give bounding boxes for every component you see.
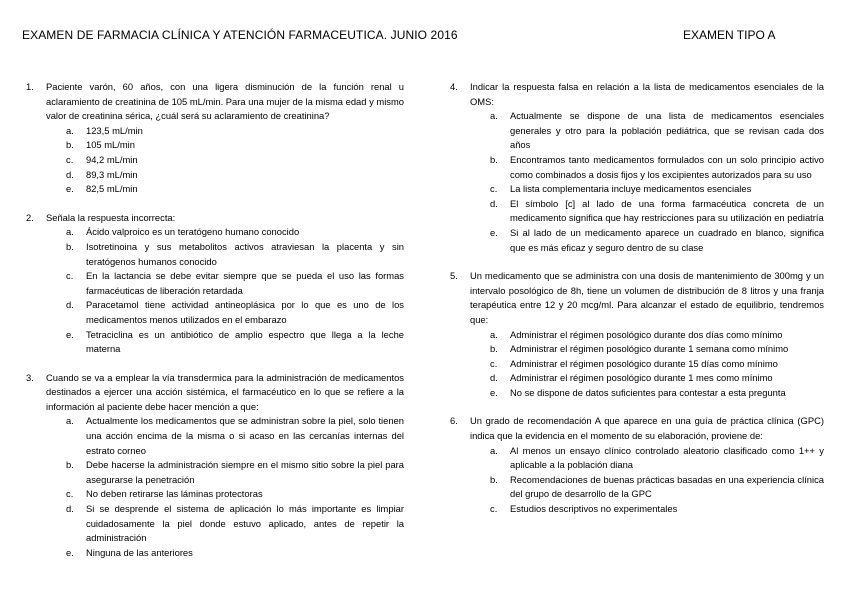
option-letter: a. [490,444,498,456]
option-item [66,458,404,487]
option-letter: a. [66,226,74,238]
option-letter: d. [66,503,74,515]
option-item [66,269,404,298]
option-letter: c. [490,503,498,515]
option-letter: d. [490,197,498,209]
option-item [66,225,404,240]
question-number: 3. [26,371,34,383]
option-list [470,109,824,255]
option-text: 105 mL/min [86,139,135,151]
option-item [490,357,824,372]
option-letter: c. [66,153,74,165]
question-number: 4. [450,81,458,92]
option-letter: b. [490,343,498,355]
option-text: Administrar el régimen posológico durante dos días como mínimo [510,328,783,340]
option-letter: b. [66,139,74,151]
option-text: En la lactancia se debe evitar siempre que se pueda el uso las formas farmacéuticas de liberación retardada [86,270,404,296]
option-text: Estudios descriptivos no experimentales [510,503,678,515]
option-letter: e. [66,328,74,340]
option-text: Debe hacerse la administración siempre en el mismo sitio sobre la piel para asegurarse la penetración [86,459,404,485]
question-text: Un medicamento que se administra con una dosis de mantenimiento de 300mg y un intervalo posológico de 8h, tiene un volumen de distribución de 8 litros y una franja terapéutica entre 12 y 20 mcg/ml. Para alcanzar el estado de equilibrio, tendremos que: [470,270,824,325]
option-text: El símbolo [c] al lado de una forma farmacéutica concreta de un medicamento significa que hay restricciones para su utilización en pediatría [510,197,824,224]
option-text: No se dispone de datos suficientes para contestar a esta pregunta [510,386,786,398]
option-item [66,298,404,327]
option-item [490,328,824,343]
option-item [490,197,824,226]
option-letter: b. [66,459,74,471]
option-item [490,502,824,517]
option-letter: a. [490,328,498,340]
exam-title: EXAMEN DE FARMACIA CLÍNICA Y ATENCIÓN FARMACEUTICA. JUNIO 2016 [22,28,458,42]
option-letter: b. [490,473,498,485]
question-5 [450,269,824,400]
option-letter: a. [66,415,74,427]
question-6 [450,414,824,516]
option-item [490,226,824,255]
option-text: Recomendaciones de buenas prácticas basadas en una experiencia clínica del grupo de desarrollo de la GPC [510,473,824,500]
option-letter: b. [66,240,74,252]
option-text: 123,5 mL/min [86,124,143,136]
option-text: Administrar el régimen posológico durante 1 mes como mínimo [510,372,773,384]
option-text: Al menos un ensayo clínico controlado aleatorio clasificado como 1++ y aplicable a la población diana [510,444,824,471]
option-item [490,153,824,182]
option-item [66,414,404,458]
question-4 [450,80,824,255]
option-letter: c. [490,183,498,195]
option-item [66,240,404,269]
option-text: Isotretinoina y sus metabolitos activos atraviesan la placenta y sin teratógenos humanos conocido [86,240,404,267]
option-letter: e. [66,183,74,195]
option-item [66,328,404,357]
option-item [66,168,404,183]
option-item [66,182,404,197]
option-text: Paracetamol tiene actividad antineoplásica por lo que es uno de los medicamentos menos utilizados en el embarazo [86,299,404,325]
option-text: Administrar el régimen posológico durante 1 semana como mínimo [510,343,789,355]
option-item [66,546,404,561]
option-text: Encontramos tanto medicamentos formulados con un solo principio activo como combinados a dosis fijos y los excipientes autorizados para su uso [510,153,824,180]
option-text: Actualmente los medicamentos que se administran sobre la piel, solo tienen una acción encima de la misma o si acaso en las cercanías internas del estrato corneo [86,415,404,456]
option-text: Administrar el régimen posológico durante 15 días como mínimo [510,357,778,369]
option-letter: c. [66,270,74,282]
option-item [66,138,404,153]
option-item [66,502,404,546]
option-text: 89,3 mL/min [86,168,138,180]
option-letter: a. [66,124,74,136]
option-text: Ácido valproico es un teratógeno humano conocido [86,226,300,238]
option-letter: e. [66,546,74,558]
option-list [470,444,824,517]
option-text: La lista complementaria incluye medicamentos esenciales [510,183,752,195]
option-letter: e. [490,226,498,238]
question-text: Indicar la respuesta falsa en relación a la lista de medicamentos esenciales de la OMS: [470,81,824,107]
option-item [490,473,824,502]
option-letter: a. [490,110,498,122]
question-text: Señala la respuesta incorrecta: [46,211,176,223]
option-text: Tetraciclina es un antibiótico de amplio espectro que llega a la leche materna [86,328,404,355]
exam-type-label: EXAMEN TIPO A [683,28,776,42]
option-item [490,109,824,153]
option-list [46,124,404,197]
option-list [46,225,404,356]
option-text: 94,2 mL/min [86,153,138,165]
option-letter: d. [66,299,74,311]
option-text: Si al lado de un medicamento aparece un cuadrado en blanco, significa que es más eficaz y seguro dentro de su clase [510,226,824,253]
option-text: Actualmente se dispone de una lista de medicamentos esenciales generales y otro para la población pediátrica, que se revisan cada dos años [510,110,824,151]
option-text: Ninguna de las anteriores [86,546,193,558]
option-list [46,414,404,560]
option-letter: b. [490,153,498,165]
option-letter: e. [490,386,498,398]
question-number: 1. [26,81,34,92]
option-letter: c. [490,357,498,369]
option-item [490,386,824,401]
option-text: 82,5 mL/min [86,183,138,195]
option-list [470,328,824,401]
question-text: Paciente varón, 60 años, con una ligera disminución de la función renal u aclaramiento de creatinina de 105 mL/min. Para una mujer de la misma edad y mismo valor de creatinina sérica, ¿cuál será su aclaramiento de creatinina? [46,81,404,122]
question-3 [26,371,404,561]
question-2 [26,211,404,357]
option-letter: d. [490,372,498,384]
option-text: Si se desprende el sistema de aplicación lo más importante es limpiar cuidadosamente la piel donde estuvo aplicado, antes de repetir la administración [86,503,404,544]
option-letter: c. [66,488,74,500]
question-text: Cuando se va a emplear la vía transdermica para la administración de medicamentos destinados a ejercer una acción sistémica, el farmacéutico en lo que se refiere a la información al paciente debe hacer mención a que: [46,371,404,412]
right-column [450,80,824,531]
question-text: Un grado de recomendación A que aparece en una guía de práctica clínica (GPC) indica que la evidencia en el momento de su elaboración, proviene de: [470,415,824,442]
option-item [66,153,404,168]
option-item [490,342,824,357]
option-text: No deben retirarse las láminas protectoras [86,488,263,500]
option-letter: d. [66,168,74,180]
question-number: 6. [450,415,458,427]
option-item [66,124,404,139]
option-item [490,371,824,386]
option-item [66,487,404,502]
left-column [26,80,404,574]
question-number: 2. [26,211,34,223]
option-item [490,182,824,197]
question-number: 5. [450,270,458,282]
question-1 [26,80,404,197]
option-item [490,444,824,473]
